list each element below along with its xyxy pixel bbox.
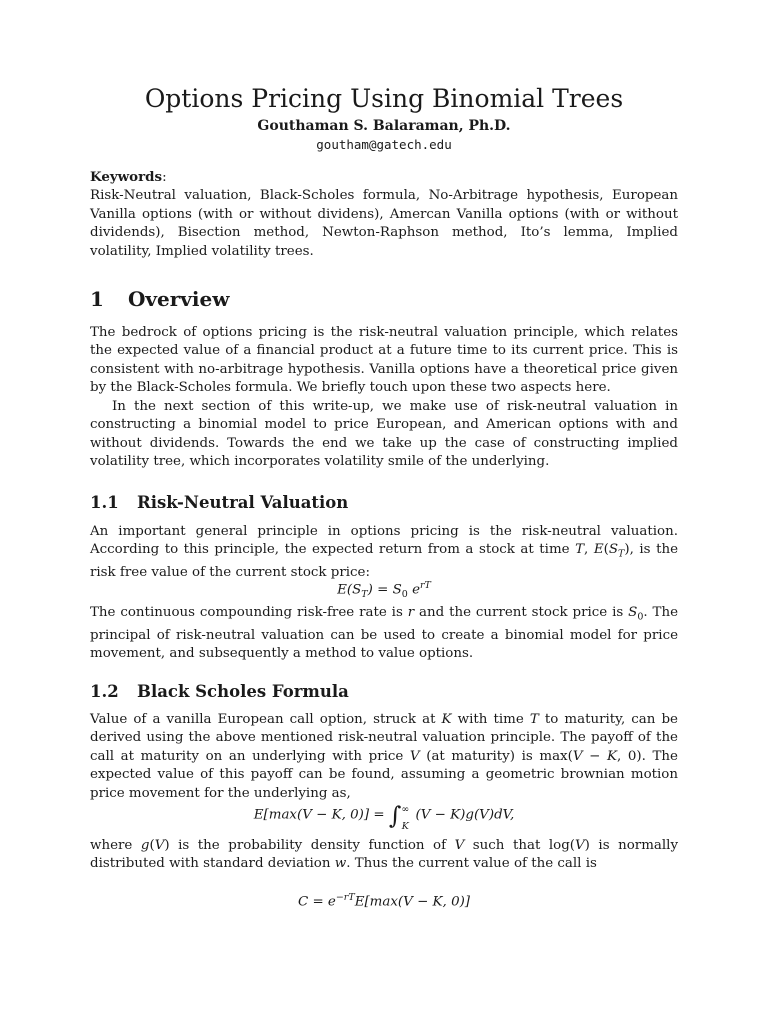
overview-paragraph-1: The bedrock of options pricing is the risk-neutral valuation principle, which relates the expected value of a financial product at a future time to its current price. This is consistent with no-arbitrage hypothesis. Vanilla options have a theoretical price given by the Black-Scholes formula. We briefly touch upon these two aspects here. — [90, 325, 678, 396]
equation-expected-payoff: E[max(V − K, 0)] = ∫ ∞ K (V − K)g(V)dV, — [253, 801, 515, 832]
overview-paragraph-2: In the next section of this write-up, we make use of risk-neutral valuation in constructing a binomial model to price European, and American options with and without dividends. Towards the end we take up the case of constructing implied volatility tree, which incorporates volatility smile of the underlying. — [90, 399, 678, 470]
section-title: Overview — [128, 287, 230, 311]
subsection-title: Black Scholes Formula — [137, 682, 349, 701]
risk-neutral-paragraph-1: An important general principle in options pricing is the risk-neutral valuation. According to this principle, the expected return from a stock at time T, $E(S_T)$, is the risk free value of the current stock price: — [90, 524, 679, 581]
black-scholes-paragraph-1: Value of a vanilla European call option, struck at K with time T to maturity, can be derived using the above mentioned risk-neutral valuation principle. The payoff of the call at maturity on an underlying with price V (at maturity) is max(V − K, 0). The expected value of this payoff can be found, assuming a geometric brownian motion price movement for the underlying as, — [90, 712, 678, 801]
keywords-label: Keywords — [90, 169, 163, 185]
author-name: Gouthaman S. Balaraman, Ph.D. — [257, 118, 511, 134]
subsection-heading-risk-neutral — [90, 492, 348, 514]
black-scholes-paragraph-2: where g(V) is the probability density function of V such that log(V) is normally distributed with standard deviation w. Thus the current value of the call is — [90, 838, 679, 872]
equation-call-value: $C = e^{-rT}E[\max(V - K$, 0)] — [297, 892, 471, 910]
equation-expected-return: $E(S_T) = S_0$ $e^{rT}$ — [337, 580, 431, 601]
subsection-heading-black-scholes — [90, 681, 349, 703]
section-number: 1 — [90, 287, 104, 311]
section-heading — [90, 286, 229, 312]
integral-sign: ∫ — [388, 801, 402, 830]
keywords-colon: : — [162, 170, 167, 185]
subsection-number: 1.2 — [90, 682, 119, 701]
subsection-title: Risk-Neutral Valuation — [137, 493, 349, 512]
keywords-text: Risk-Neutral valuation, Black-Scholes formula, No-Arbitrage hypothesis, European Vanilla options (with or without dividens), Amercan Vanilla options (with or without dividends), Bisection method, Newton-Raphson method, Ito’s lemma, Implied volatility, Implied volatility trees. — [90, 188, 678, 259]
keywords-block — [90, 168, 678, 261]
subsection-number: 1.1 — [90, 493, 119, 512]
risk-neutral-paragraph-2: The continuous compounding risk-free rate is r and the current stock price is $S_0$. The principal of risk-neutral valuation can be used to create a binomial model for price movement, and subsequently a method to value options. — [90, 605, 678, 662]
author-email: goutham@gatech.edu — [316, 137, 452, 152]
paper-title: Options Pricing Using Binomial Trees — [144, 84, 624, 113]
